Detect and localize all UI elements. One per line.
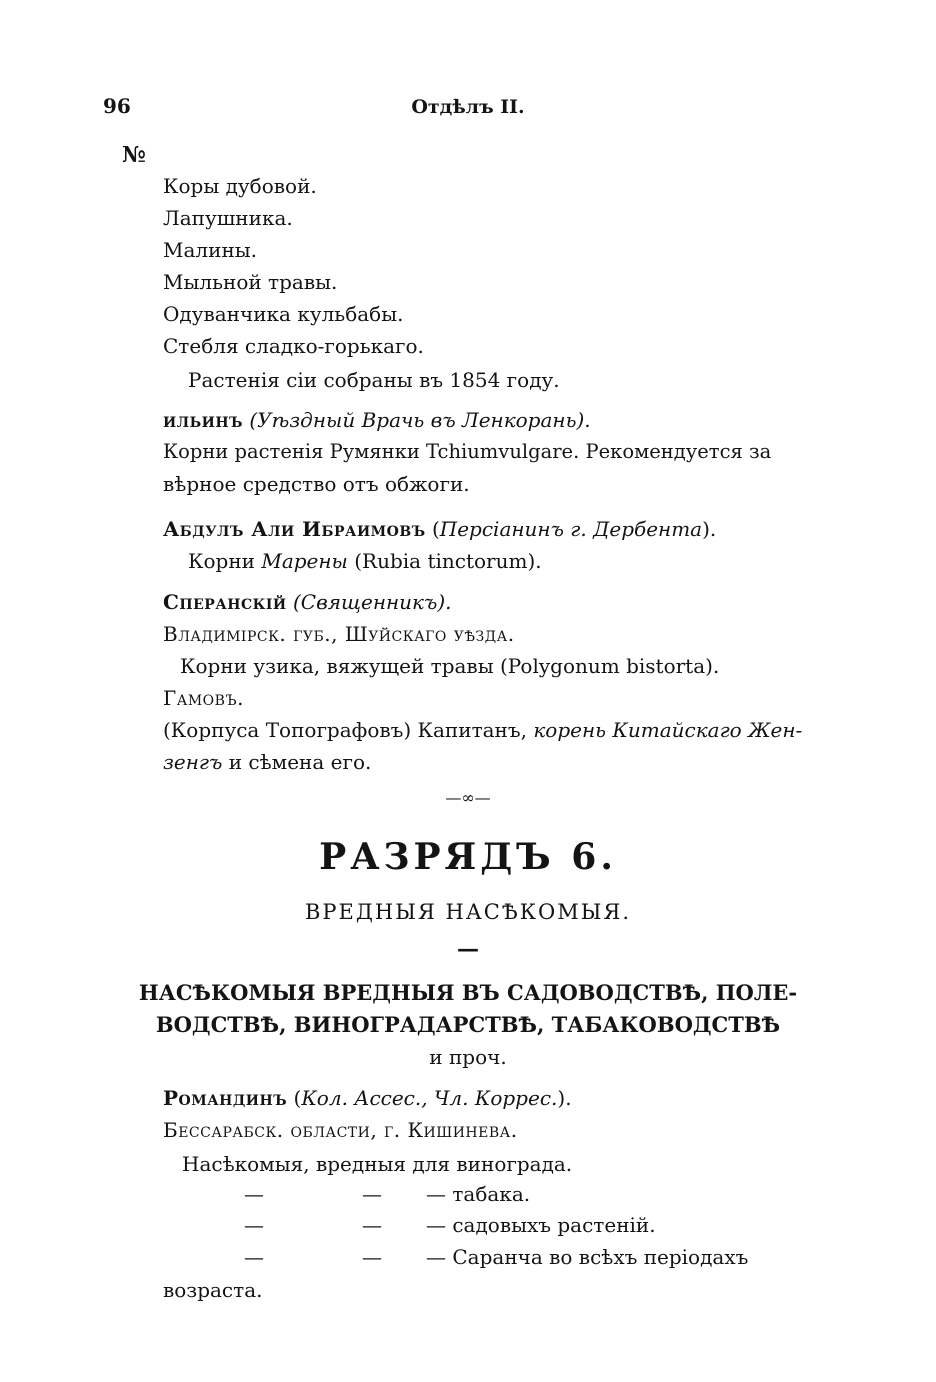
entry-text: Насѣкомыя, вредныя для винограда. [182, 1152, 573, 1176]
text-italic: Марены [261, 549, 348, 573]
contributor-name: Гамовъ. [163, 686, 244, 710]
subheading-line: ВОДСТВѢ, ВИНОГРАДАРСТВѢ, ТАБАКОВОДСТВѢ [155, 1012, 781, 1037]
paren-close: ). [702, 517, 717, 541]
contributor-role: Персіанинъ г. Дербента [439, 517, 703, 541]
section-title: Отдѣлъ II. [411, 96, 525, 118]
text-part: (Rubia tinctorum). [347, 549, 542, 573]
contributor-role: Кол. Ассес., Чл. Коррес. [301, 1086, 558, 1110]
entry-text [163, 718, 802, 742]
page-number: 96 [103, 94, 131, 118]
entry-romandin-header [163, 1086, 572, 1110]
ditto-dash: — [244, 1213, 264, 1237]
entry-text [238, 1182, 530, 1206]
entry-text: возраста. [163, 1278, 263, 1302]
text-italic: зенгъ [163, 750, 223, 774]
list-item: Лапушника. [163, 206, 293, 230]
section-subtitle: ВРЕДНЫЯ НАСѢКОМЫЯ. [304, 900, 632, 924]
entry-text: Корни узика, вяжущей травы (Polygonum bistorta). [180, 654, 720, 678]
ditto-dash: — [426, 1182, 446, 1206]
text-part: Саранча во всѣхъ періодахъ [452, 1245, 749, 1269]
ditto-dash: — [426, 1213, 446, 1237]
text-part: табака. [452, 1182, 531, 1206]
contributor-name: Романдинъ [163, 1086, 288, 1110]
entry-place: Бессарабск. области, г. Кишинева. [163, 1118, 518, 1142]
list-item: Малины. [163, 238, 258, 262]
paren-open: ( [431, 517, 440, 541]
ditto-dash: — [362, 1245, 382, 1269]
ditto-dash: — [362, 1182, 382, 1206]
subheading-line: и проч. [429, 1045, 507, 1069]
text-part: (Корпуса Топографовъ) Капитанъ, [163, 718, 534, 742]
note-1854: Растенія сіи собраны въ 1854 году. [188, 368, 560, 392]
entry-text [188, 549, 542, 573]
entry-text [238, 1213, 656, 1237]
text-part: Корни [188, 549, 262, 573]
entry-ilyin-header [163, 408, 591, 432]
contributor-name: ильинъ [163, 408, 244, 432]
text-italic: корень Китайскаго Жен- [533, 718, 803, 742]
ornament-divider: —∞— [445, 788, 491, 807]
list-item: Стебля сладко-горькаго. [163, 334, 424, 358]
entry-text: вѣрное средство отъ обжоги. [163, 472, 470, 496]
list-item: Коры дубовой. [163, 174, 317, 198]
entry-text [238, 1245, 748, 1269]
contributor-name: Абдулъ Али Ибраимовъ [163, 517, 426, 541]
ditto-dash: — [426, 1245, 446, 1269]
text-part: садовыхъ растеній. [452, 1213, 656, 1237]
contributor-role: (Уѣздный Врачь въ Ленкорань). [249, 408, 591, 432]
contributor-name: Сперанскій [163, 590, 287, 614]
entry-abdul-header [163, 517, 716, 541]
ditto-dash: — [244, 1182, 264, 1206]
text-part: и сѣмена его. [222, 750, 372, 774]
subheading-line: НАСѢКОМЫЯ ВРЕДНЫЯ ВЪ САДОВОДСТВѢ, ПОЛЕ- [138, 980, 798, 1005]
list-item: Мыльной травы. [163, 270, 338, 294]
entry-speransky-header [163, 590, 452, 614]
entry-text: Корни растенія Румянки Tchiumvulgare. Рекомендуется за [163, 440, 772, 463]
section-heading: РАЗРЯДЪ 6. [319, 836, 617, 878]
list-item: Одуванчика кульбабы. [163, 302, 404, 326]
heading-rule: — [457, 936, 479, 962]
contributor-role: (Священникъ). [292, 590, 452, 614]
entry-place: Владимірск. губ., Шуйскаго уѣзда. [163, 622, 515, 646]
entry-text [163, 750, 371, 774]
ditto-dash: — [362, 1213, 382, 1237]
numero-sign: № [122, 142, 146, 168]
paren-open: ( [293, 1086, 302, 1110]
paren-close: ). [557, 1086, 572, 1110]
ditto-dash: — [244, 1245, 264, 1269]
